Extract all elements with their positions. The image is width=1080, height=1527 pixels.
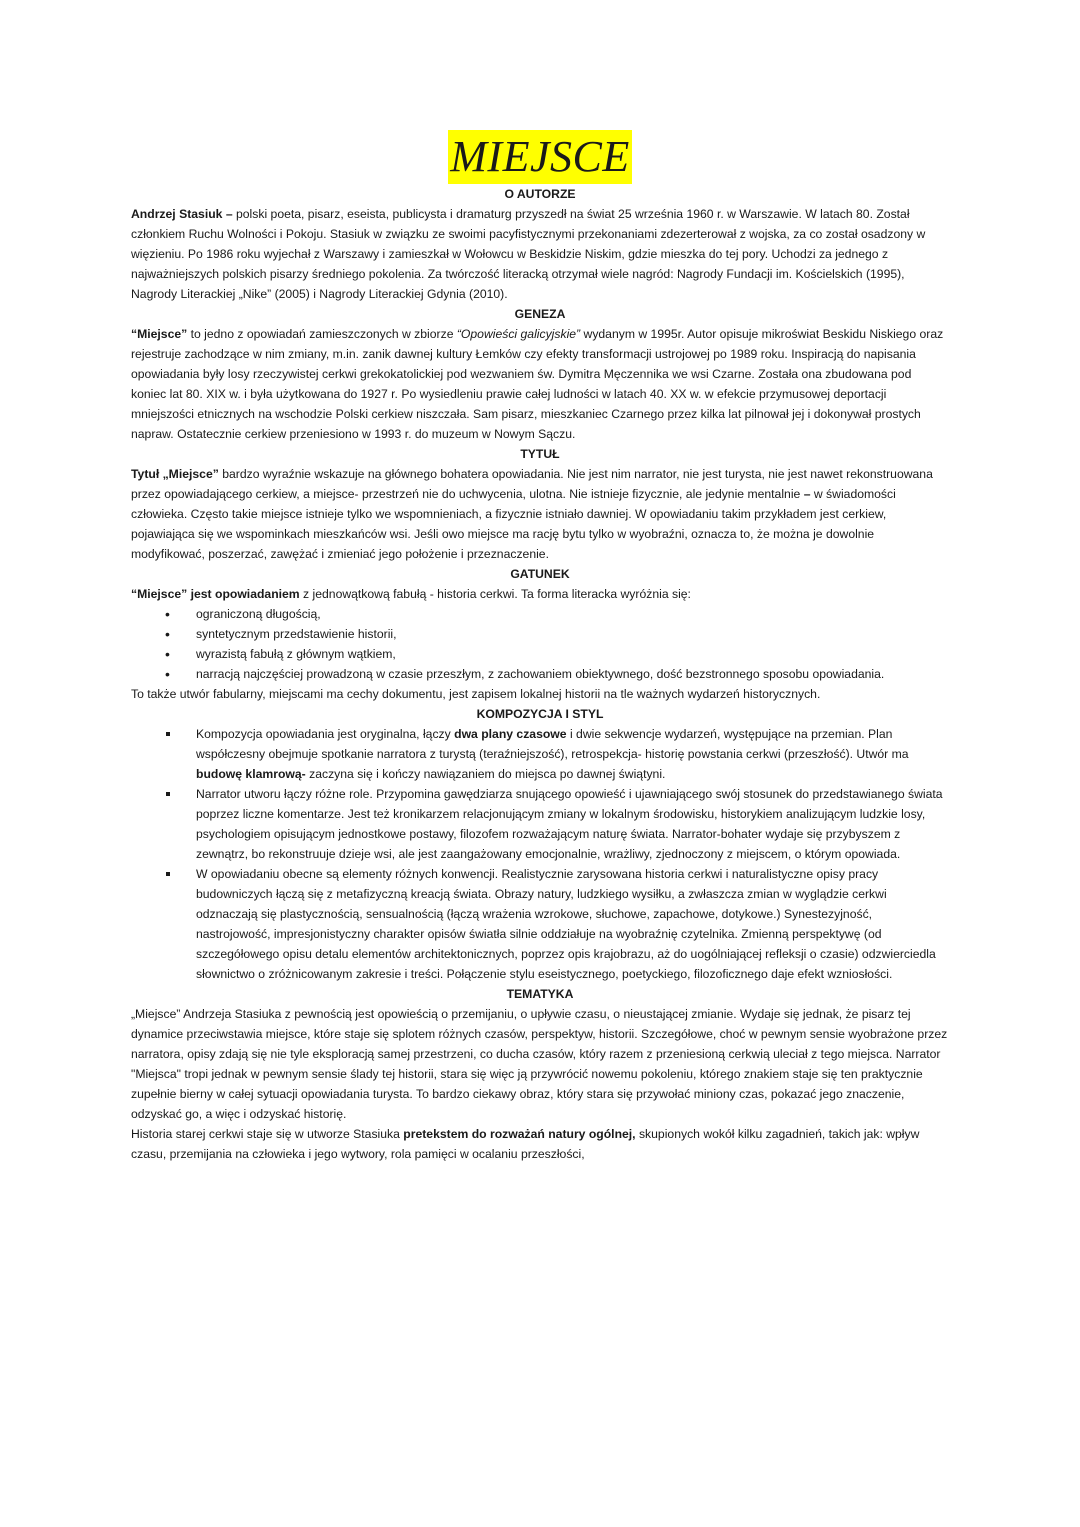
- paragraph-tematyka-2: [131, 1124, 949, 1164]
- text-run: Kompozycja opowiadania jest oryginalna, łączy: [196, 727, 455, 741]
- bold-text: dwa plany czasowe: [454, 727, 567, 741]
- list-item: [131, 724, 949, 784]
- paragraph-gatunek-intro: [131, 584, 949, 604]
- paragraph-gatunek-outro: To także utwór fabularny, miejscami ma cechy dokumentu, jest zapisem lokalnej historii na tle ważnych wydarzeń historycznych.: [131, 687, 821, 701]
- list-item: • wyrazistą fabułą z głównym wątkiem,: [131, 644, 949, 664]
- list-item: • ograniczoną długością,: [131, 604, 949, 624]
- title-block: [131, 130, 949, 184]
- list-item: W opowiadaniu obecne są elementy różnych konwencji. Realistycznie zarysowana historia cerkwi i naturalistyczne opisy pracy budowniczych łączą się z metafizyczną kreacją świata. Obrazy natury, ludzkiego wysiłku, a zwłaszcza zmian w wyglądzie cerkwi odznaczają się plastycznością, sensualnością (łączą wrażenia wzrokowe, słuchowe, zapachowe, dotykowe.) Synestezyjność, nastrojowość, impresjonistyczny charakter opisów światła silnie oddziałuje na wyobraźnię czytelnika. Zmienną perspektywę (od szczegółowego opisu detalu elementów architektonicznych, poprzez opis krajobrazu, aż do uogólniającej refleksji o czasie) odzwierciedla słownictwo o zróżnicowanym zakresie i treści. Połączenie stylu eseistycznego, poetyckiego, filozoficznego daje efekt wzniosłości.: [131, 864, 949, 984]
- text-run: skupionych wokół kilku zagadnień, takich jak: wpływ czasu, przemijania na człowieka i jego wytwory, rola pamięci w ocalaniu przeszłości,: [131, 1127, 920, 1161]
- text-run: w świadomości człowieka. Często takie miejsce istnieje tylko we wspomnieniach, a fizycznie istniało dawniej. W opowiadaniu takim przykładem jest cerkiew, pojawiająca się we wspominkach mieszkańców wsi. Jeśli owo miejsce ma rację bytu tylko w wyobraźni, oznacza to, że można je dowolnie modyfikować, poszerzać, zawężać i zmieniać jego położenie i przeznaczenie.: [131, 487, 896, 561]
- page-title: MIEJSCE: [448, 130, 631, 184]
- list-item: Narrator utworu łączy różne role. Przypomina gawędziarza snującego opowieść i ujawniającego swój stosunek do przedstawianego świata poprzez liczne komentarze. Jest też kronikarzem relacjonującym zmiany w lokalnym środowisku, historykiem analizującym ludzkie losy, psychologiem opisującym jednostkowe postawy, filozofem rozważającym naturę świata. Narrator-bohater wydaje się przybyszem z zewnątrz, bo rekonstruuje dzieje wsi, ale jest zaangażowany emocjonalnie, wrażliwy, zjednoczony z miejscem, o którym opowiada.: [131, 784, 949, 864]
- bold-text: “Miejsce” jest opowiadaniem: [131, 587, 300, 601]
- text-run: i dwie sekwencje wydarzeń, występujące na przemian. Plan współczesny obejmuje spotkanie narratora z turystą (teraźniejszość), retrospekcja- historię powstania cerkwi (przeszłość). Utwór ma: [196, 727, 909, 761]
- bold-text: pretekstem do rozważań natury ogólnej,: [403, 1127, 636, 1141]
- bold-text: Andrzej Stasiuk –: [131, 207, 233, 221]
- text-run: bardzo wyraźnie wskazuje na głównego bohatera opowiadania. Nie jest nim narrator, nie jest turysta, nie jest nawet rekonstruowana przez opowiadającego cerkiew, a miejsce- przestrzeń nie do uchwycenia, ulotna. Nie istnieje fizycznie, ale jedynie mentalnie: [131, 467, 933, 501]
- section-heading-geneza: GENEZA: [514, 307, 566, 321]
- list-item: • syntetycznym przedstawienie historii,: [131, 624, 949, 644]
- document-page: [131, 130, 949, 1164]
- bold-text: budowę klamrową-: [196, 767, 306, 781]
- list-item: • narracją najczęściej prowadzoną w czasie przeszłym, z zachowaniem obiektywnego, dość bezstronnego sposobu opowiadania.: [131, 664, 949, 684]
- section-heading-gatunek: GATUNEK: [510, 567, 570, 581]
- paragraph-tytul: [131, 464, 949, 564]
- section-heading-autor: O AUTORZE: [504, 187, 576, 201]
- section-heading-tematyka: TEMATYKA: [506, 987, 574, 1001]
- italic-text: “Opowieści galicyjskie”: [456, 327, 581, 341]
- text-run: zaczyna się i kończy nawiązaniem do miejsca po dawnej świątyni.: [305, 767, 666, 781]
- bold-text: “Miejsce”: [131, 327, 188, 341]
- paragraph-geneza: [131, 324, 949, 444]
- text-run: Historia starej cerkwi staje się w utworze Stasiuka: [131, 1127, 404, 1141]
- section-heading-kompozycja: KOMPOZYCJA I STYL: [476, 707, 604, 721]
- section-heading-tytul: TYTUŁ: [520, 447, 560, 461]
- text-run: polski poeta, pisarz, eseista, publicysta i dramaturg przyszedł na świat 25 września 1960 r. w Warszawie. W latach 80. Został członkiem Ruchu Wolności i Pokoju. Stasiuk w związku ze swoimi pacyfistycznymi przekonaniami zdezerterował z wojska, za co został osadzony w więzieniu. Po 1986 roku wyjechał z Warszawy i zamieszkał w Wołowcu w Beskidzie Niskim, gdzie mieszka do tej pory. Uchodzi za jednego z najważniejszych polskich pisarzy średniego pokolenia. Za twórczość literacką otrzymał wiele nagród: Nagrody Fundacji im. Kościelskich (1995), Nagrody Literackiej „Nike” (2005) i Nagrody Literackiej Gdynia (2010).: [131, 207, 926, 301]
- paragraph-tematyka-1: „Miejsce” Andrzeja Stasiuka z pewnością jest opowieścią o przemijaniu, o upływie czasu, o nieustającej zmianie. Wydaje się jednak, że pisarz tej dynamice przeciwstawia miejsce, które staje się splotem różnych czasów, perspektyw, historii. Szczegółowe, choć w pewnym sensie wyobrażone przez narratora, opisy zdają się nie tyle eksploracją samej przestrzeni, co ducha czasów, który razem z przeniesioną cerkwią uleciał z tego miejsca. Narrator "Miejsca" tropi jednak w pewnym sensie ślady tej historii, stara się więc ją przywrócić nowemu pokoleniu, którego znakiem staje się ten praktycznie zupełnie bierny w całej sytuacji opowiadania turysta. To bardzo ciekawy obraz, który stara się przywołać miniony czas, pokazać jego znaczenie, odzyskać go, a więc i odzyskać historię.: [131, 1007, 948, 1121]
- text-run: to jedno z opowiadań zamieszczonych w zbiorze: [187, 327, 457, 341]
- bold-text: Tytuł „Miejsce”: [131, 467, 219, 481]
- text-run: z jednowątkową fabułą - historia cerkwi. Ta forma literacka wyróżnia się:: [299, 587, 691, 601]
- paragraph-autor: [131, 204, 949, 304]
- bullet-list-kompozycja: [131, 724, 949, 984]
- text-run: wydanym w 1995r. Autor opisuje mikroświat Beskidu Niskiego oraz rejestruje zachodzące w nim zmiany, m.in. zanik dawnej kultury Łemków czy efekty transformacji ustrojowej po 1989 roku. Inspiracją do napisania opowiadania były losy rzeczywistej cerkwi grekokatolickiej pod wezwaniem św. Dymitra Męczennika we wsi Czarne. Została ona zbudowana pod koniec lat 80. XIX w. i była użytkowana do 1927 r. Po wysiedleniu prawie całej ludności w latach 40. XX w. w efekcie przymusowej deportacji mniejszości etnicznych na wschodzie Polski cerkiew niszczała. Sam pisarz, mieszkaniec Czarnego przez kilka lat pilnował jej i dokonywał prostych napraw. Ostatecznie cerkiew przeniesiono w 1993 r. do muzeum w Nowym Sączu.: [131, 327, 944, 441]
- bullet-list-gatunek: [131, 604, 949, 684]
- bold-text: –: [803, 487, 811, 501]
